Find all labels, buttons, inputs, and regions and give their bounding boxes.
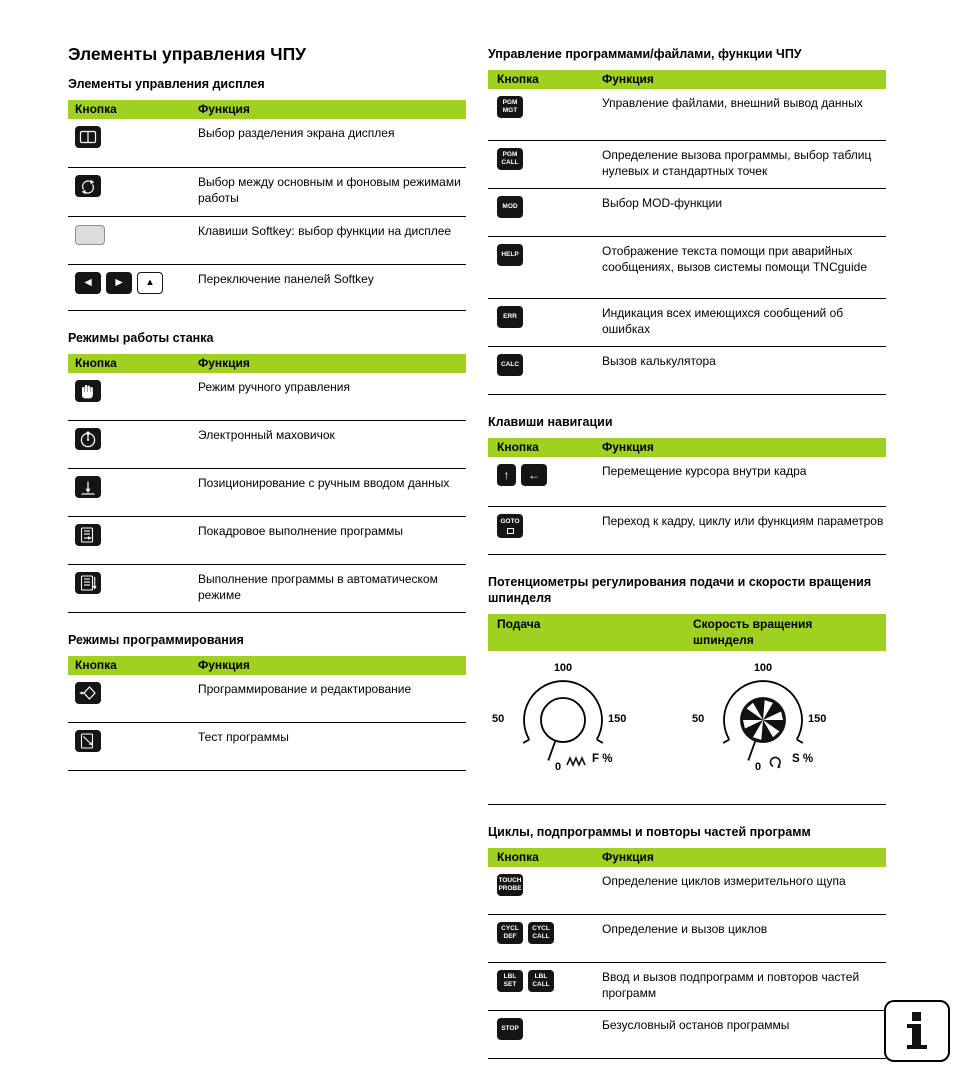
table-row — [488, 457, 886, 507]
pgm-mgt-key — [497, 96, 523, 118]
key-label: PGM — [502, 150, 518, 158]
single-block-icon — [79, 526, 97, 544]
section-heading-display: Элементы управления дисплея — [68, 77, 265, 91]
handwheel-key — [75, 428, 101, 450]
column-header-key: Кнопка — [497, 72, 539, 86]
key-cell — [68, 682, 198, 722]
info-box — [884, 1000, 950, 1062]
table-row — [488, 347, 886, 395]
key-label: PROBE — [498, 885, 522, 893]
section-heading-machine-modes: Режимы работы станка — [68, 331, 214, 345]
up-triangle-icon: ▲ — [145, 277, 155, 289]
column-header-key: Кнопка — [497, 440, 539, 454]
column-header-function: Функция — [198, 658, 250, 672]
function-text: Вызов калькулятора — [602, 354, 716, 368]
dial-label-50: 50 — [492, 713, 505, 726]
spindle-dial — [688, 662, 838, 790]
page-title: Элементы управления ЧПУ — [68, 44, 307, 64]
table-row — [488, 237, 886, 299]
key-label: CALL — [501, 159, 519, 166]
test-run-key — [75, 730, 101, 752]
function-text: Выбор MOD-функции — [602, 196, 723, 210]
key-cell — [68, 730, 198, 770]
table-header — [488, 70, 886, 89]
key-label: LBL — [503, 973, 517, 981]
column-header-function: Функция — [198, 356, 250, 370]
function-text: Тест программы — [198, 730, 289, 744]
table-header — [68, 656, 466, 675]
spindle-percent-label: S % — [792, 753, 814, 766]
column-header-spindle: Скорость вращения шпинделя — [693, 617, 813, 647]
function-text: Выбор между основным и фоновым режимами работы — [198, 175, 461, 205]
column-header-key: Кнопка — [75, 356, 117, 370]
table-header — [488, 614, 886, 651]
function-text: Определение вызова программы, выбор таблиц нулевых и стандартных точек — [602, 148, 872, 178]
table-row — [68, 421, 466, 469]
dial-label-150: 150 — [808, 713, 827, 726]
key-cell — [488, 244, 602, 298]
table-row — [68, 168, 466, 217]
help-key — [497, 244, 523, 266]
potentiometer-body — [488, 651, 886, 805]
cursor-left-key — [521, 464, 547, 486]
key-label: MGT — [502, 107, 518, 114]
key-cell — [68, 572, 198, 612]
toggle-screen-icon — [79, 178, 97, 195]
table-row — [68, 469, 466, 517]
column-header-function: Функция — [602, 72, 654, 86]
key-cell — [488, 306, 602, 346]
key-cell — [68, 126, 198, 167]
key-label: CALL — [532, 933, 550, 941]
table-header — [68, 100, 466, 119]
lbl-call-key — [528, 970, 554, 992]
key-cell — [68, 524, 198, 564]
arrow-up-icon: ↑ — [503, 467, 510, 482]
key-cell — [68, 476, 198, 516]
key-label: SET — [503, 981, 517, 989]
function-text: Индикация всех имеющихся сообщений об ошибках — [602, 306, 844, 336]
dial-label-100: 100 — [553, 662, 573, 675]
table-row — [68, 565, 466, 613]
column-header-function: Функция — [602, 850, 654, 865]
function-text: Выбор разделения экрана дисплея — [198, 126, 395, 140]
key-label: ERR — [503, 312, 517, 320]
handwheel-icon — [79, 430, 97, 449]
pgm-call-key — [497, 148, 523, 170]
function-text: Клавиши Softkey: выбор функции на дисплее — [198, 224, 452, 238]
info-icon — [899, 1009, 935, 1053]
table-row — [68, 517, 466, 565]
function-text: Определение и вызов циклов — [602, 922, 768, 937]
table-header — [488, 438, 886, 457]
softkey-left-key — [75, 272, 101, 294]
table-row — [68, 675, 466, 723]
section-heading-potentiometers: Потенциометры регулирования подачи и скорости вращения шпинделя — [488, 575, 872, 605]
table-row — [68, 217, 466, 265]
key-cell — [488, 922, 602, 962]
spindle-dial-cell — [688, 662, 888, 790]
function-text: Определение циклов измерительного щупа — [602, 874, 846, 889]
left-column — [68, 44, 466, 790]
section-heading-file-management: Управление программами/файлами, функции ЧПУ — [488, 47, 802, 61]
function-text: Управление файлами, внешний вывод данных — [602, 96, 863, 110]
table-row — [488, 189, 886, 237]
programming-key — [75, 682, 101, 704]
arrow-left-icon: ← — [528, 467, 540, 482]
file-management-table — [488, 70, 886, 395]
key-cell — [68, 175, 198, 216]
program-run-key — [75, 572, 101, 594]
section-heading-navigation: Клавиши навигации — [488, 415, 613, 429]
feed-dial — [488, 662, 638, 790]
positioning-icon — [79, 479, 97, 496]
table-row — [488, 507, 886, 555]
function-text: Переход к кадру, циклу или функциям параметров — [602, 514, 884, 528]
mdi-key — [75, 476, 101, 498]
dial-label-100: 100 — [753, 662, 773, 675]
column-header-feed: Подача — [497, 617, 541, 631]
key-cell — [488, 464, 602, 506]
key-cell — [68, 380, 198, 420]
key-cell — [488, 196, 602, 236]
function-text: Безусловный останов программы — [602, 1018, 790, 1033]
lbl-set-key — [497, 970, 523, 992]
calc-key — [497, 354, 523, 376]
function-text: Ввод и вызов подпрограмм и повторов частей программ — [602, 970, 860, 1001]
function-text: Программирование и редактирование — [198, 682, 412, 696]
hand-icon — [79, 382, 97, 400]
key-label: TOUCH — [498, 877, 522, 885]
split-screen-icon — [79, 129, 97, 145]
key-label: LBL — [534, 973, 548, 981]
dial-label-0: 0 — [554, 761, 562, 774]
programming-icon — [79, 684, 97, 702]
spindle-rotation-icon — [766, 755, 786, 774]
key-label: PGM — [502, 98, 518, 106]
table-row — [488, 867, 886, 915]
navigation-table — [488, 438, 886, 555]
manual-mode-key — [75, 380, 101, 402]
column-header-key: Кнопка — [497, 850, 539, 865]
softkey-up-key — [137, 272, 163, 294]
machine-modes-table — [68, 354, 466, 613]
feed-waveform-icon — [566, 755, 588, 773]
table-row — [488, 1011, 886, 1059]
column-header-key: Кнопка — [75, 102, 117, 116]
column-header-key: Кнопка — [75, 658, 117, 672]
test-run-icon — [79, 732, 97, 750]
key-cell — [488, 1018, 602, 1058]
right-triangle-icon: ▶ — [115, 277, 123, 289]
key-cell — [488, 514, 602, 554]
softkey-right-key — [106, 272, 132, 294]
softkey-blank-key — [75, 225, 105, 245]
touch-probe-key — [497, 874, 523, 896]
function-text: Режим ручного управления — [198, 380, 350, 394]
dial-label-0: 0 — [754, 761, 762, 774]
key-label: CALL — [532, 981, 550, 989]
cycles-table — [488, 848, 886, 1059]
table-row — [488, 299, 886, 347]
cursor-up-key — [497, 464, 516, 486]
key-label: CALC — [500, 360, 520, 368]
section-heading-programming-modes: Режимы программирования — [68, 633, 244, 647]
dial-label-50: 50 — [692, 713, 705, 726]
err-key — [497, 306, 523, 328]
table-row — [488, 141, 886, 189]
column-header-function: Функция — [198, 102, 250, 116]
single-block-key — [75, 524, 101, 546]
table-row — [488, 89, 886, 141]
table-header — [488, 848, 886, 867]
potentiometers-table — [488, 614, 886, 805]
feed-dial-cell — [488, 662, 688, 790]
function-text: Переключение панелей Softkey — [198, 272, 374, 286]
dial-label-150: 150 — [608, 713, 627, 726]
function-text: Выполнение программы в автоматическом режиме — [198, 572, 438, 602]
display-controls-table — [68, 100, 466, 311]
stop-key — [497, 1018, 523, 1040]
goto-key — [497, 514, 523, 538]
key-cell — [68, 224, 198, 264]
key-cell — [488, 96, 602, 140]
cycl-call-key — [528, 922, 554, 944]
function-text: Покадровое выполнение программы — [198, 524, 404, 538]
function-text: Отображение текста помощи при аварийных сообщениях, вызов системы помощи TNCguide — [602, 244, 867, 274]
key-cell — [488, 354, 602, 394]
programming-modes-table — [68, 656, 466, 771]
section-heading-cycles: Циклы, подпрограммы и повторы частей программ — [488, 825, 811, 840]
key-cell — [68, 272, 198, 310]
table-header — [68, 354, 466, 373]
table-row — [488, 915, 886, 963]
right-column — [488, 46, 886, 1078]
left-triangle-icon: ◀ — [84, 277, 92, 289]
feed-percent-label: F % — [592, 753, 613, 766]
key-cell — [488, 148, 602, 188]
key-label: HELP — [501, 250, 519, 258]
mod-key — [497, 196, 523, 218]
key-label: CYCL — [501, 925, 519, 933]
key-label: MOD — [502, 202, 518, 210]
program-run-icon — [79, 574, 97, 592]
function-text: Перемещение курсора внутри кадра — [602, 464, 807, 478]
split-screen-key — [75, 126, 101, 148]
key-cell — [488, 874, 602, 914]
function-text: Позиционирование с ручным вводом данных — [198, 476, 450, 490]
table-row — [68, 119, 466, 168]
table-row — [488, 963, 886, 1011]
toggle-screen-key — [75, 175, 101, 197]
key-label: GOTO — [500, 518, 520, 526]
column-header-function: Функция — [602, 440, 654, 454]
table-row — [68, 265, 466, 311]
key-label: DEF — [503, 933, 517, 941]
cycl-def-key — [497, 922, 523, 944]
goto-square-icon — [507, 528, 514, 534]
function-text: Электронный маховичок — [198, 428, 335, 442]
key-label: STOP — [501, 1025, 519, 1033]
table-row — [68, 723, 466, 771]
key-cell — [68, 428, 198, 468]
key-label: CYCL — [532, 925, 550, 933]
key-cell — [488, 970, 602, 1010]
table-row — [68, 373, 466, 421]
